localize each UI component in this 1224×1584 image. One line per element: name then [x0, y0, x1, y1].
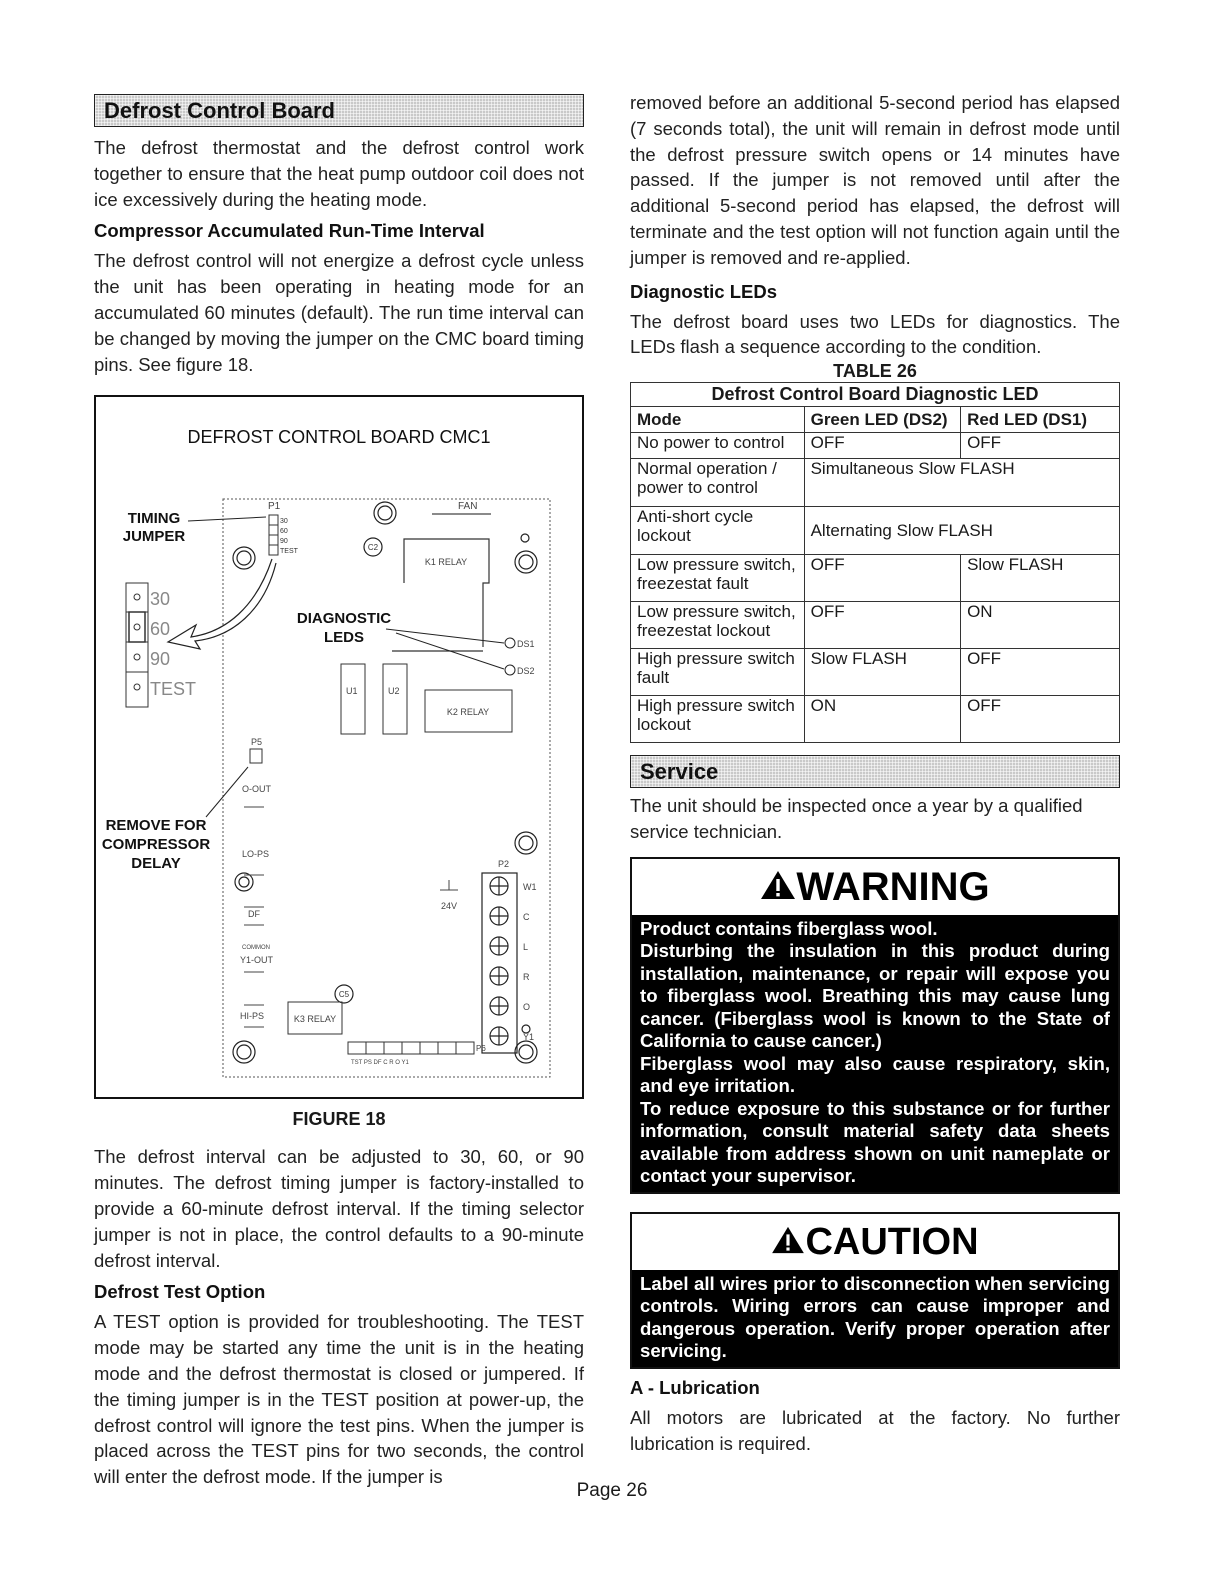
cell-red: ON	[961, 602, 1120, 649]
timing-jumper-inset	[126, 583, 148, 707]
inset-pin-test: TEST	[150, 679, 197, 700]
chip-u1	[341, 664, 365, 734]
label-timing: TIMING	[127, 510, 181, 528]
label-common: COMMON	[242, 945, 270, 952]
board-outline	[223, 499, 550, 1077]
interval-paragraph: The defrost interval can be adjusted to 30, 60, or 90 minutes. The defrost timing jumper is factory-installed to provide a 60-minute defrost interval. If the timing selector jumper is not in place, the control defaults to a 90-minute defrost interval.	[94, 1146, 584, 1271]
warning-line: Product contains fiberglass wool.	[640, 917, 938, 939]
section-header-defrost-control-board	[94, 94, 584, 127]
test-heading: Defrost Test Option	[94, 1281, 266, 1303]
small-pin-30: 30	[280, 518, 288, 526]
caution-box	[630, 1212, 1120, 1369]
cell-red: OFF	[961, 696, 1120, 743]
label-df: DF	[248, 909, 260, 920]
cell-mode: Low pressure switch, freezestat lockout	[631, 602, 805, 649]
runtime-heading: Compressor Accumulated Run-Time Interval	[94, 220, 485, 242]
label-compressor: COMPRESSOR	[101, 836, 211, 854]
label-lo-ps: LO-PS	[242, 849, 270, 860]
lubrication-paragraph: All motors are lubricated at the factory. No further lubrication is required.	[630, 1406, 1120, 1454]
label-p6: P6	[476, 1044, 486, 1054]
figure-caption: FIGURE 18	[292, 1109, 386, 1130]
label-u1: U1	[346, 686, 358, 697]
cell-mode: Normal operation / power to control	[631, 459, 805, 507]
cell-mode: No power to control	[631, 433, 805, 459]
terminal-l: L	[523, 942, 529, 953]
warning-line: Fiberglass wool may also cause respiratory, skin, and eye irritation.	[640, 1052, 1110, 1097]
cell-both: Simultaneous Slow FLASH	[804, 459, 1119, 507]
page-number: Page 26	[576, 1480, 648, 1501]
label-p6-pins: TST PS DF C R O Y1	[351, 1060, 409, 1067]
table-row	[631, 649, 1120, 696]
cell-mode: High pressure switch lockout	[631, 696, 805, 743]
col-mode: Mode	[631, 407, 805, 433]
label-ds1: DS1	[517, 639, 535, 650]
figure-title: DEFROST CONTROL BOARD CMC1	[187, 427, 491, 448]
label-c2: C2	[367, 543, 379, 553]
table-title: Defrost Control Board Diagnostic LED	[631, 383, 1120, 407]
cell-green: Slow FLASH	[804, 649, 960, 696]
label-k2: K2 RELAY	[446, 707, 490, 718]
test-paragraph: A TEST option is provided for troubleshooting. The TEST mode may be started any time the unit is in the heating mode and the defrost thermostat is closed or jumpered. If the timing jumper is in the TEST position at power-up, the defrost control will ignore the test pins. When the jumper is placed across the TEST pins for two seconds, the control will enter the defrost mode. If the jumper is	[94, 1311, 584, 1488]
label-24v: 24V	[441, 901, 458, 912]
lubrication-heading: A - Lubrication	[630, 1376, 760, 1398]
table-row	[631, 459, 1120, 507]
terminal-r: R	[523, 972, 530, 983]
table-row	[631, 696, 1120, 743]
warning-content	[632, 915, 1118, 1192]
label-delay: DELAY	[131, 855, 181, 873]
label-hi-ps: HI-PS	[240, 1011, 265, 1022]
board-diagram	[96, 397, 582, 1097]
service-title: Service	[640, 759, 719, 785]
service-paragraph: The unit should be inspected once a year by a qualified service technician.	[630, 795, 1083, 842]
cell-mode: High pressure switch fault	[631, 649, 805, 696]
table-row	[631, 602, 1120, 649]
label-leds: LEDS	[323, 629, 365, 647]
cell-green: OFF	[804, 555, 960, 602]
right-column	[630, 90, 1120, 1456]
label-c5: C5	[338, 990, 350, 1000]
label-fan: FAN	[458, 501, 478, 513]
label-k1: K1 RELAY	[424, 557, 468, 568]
section-title: Defrost Control Board	[104, 98, 335, 123]
small-pin-test: TEST	[280, 548, 298, 556]
section-header-service	[630, 755, 1120, 788]
warning-line: Disturbing the insulation in this product during installation, maintenance, or repair will expose you to fiberglass wool. Breathing this may cause lung cancer. (Fiberglass wool is known to the State of California to cause cancer.)	[640, 940, 1110, 1052]
label-diagnostic: DIAGNOSTIC	[296, 610, 392, 628]
terminal-w1: W1	[523, 882, 537, 893]
cell-mode: Anti-short cycle lockout	[631, 507, 805, 555]
terminal-c: C	[523, 912, 530, 923]
terminal-block-p2	[482, 873, 517, 1053]
col-green-led: Green LED (DS2)	[804, 407, 960, 433]
warning-heading	[632, 859, 1118, 915]
warning-line: To reduce exposure to this substance or for further information, consult material safety data sheets available from address shown on unit nameplate or contact your supervisor.	[640, 1097, 1110, 1187]
led-paragraph: The defrost board uses two LEDs for diagnostics. The LEDs flash a sequence according to the condition.	[630, 310, 1120, 358]
timing-header-small	[269, 515, 299, 555]
inset-pin-30: 30	[150, 589, 171, 610]
inset-pin-90: 90	[150, 649, 171, 670]
label-o-out: O-OUT	[242, 784, 271, 795]
cell-red: OFF	[961, 433, 1120, 459]
continued-paragraph: removed before an additional 5-second period has elapsed (7 seconds total), the unit will remain in defrost mode until the defrost pressure switch opens or 14 minutes have passed. If the jumper is not removed until after the additional 5-second period has elapsed, the defrost will terminate and the test option will not function again until the jumper is removed and re-applied.	[630, 92, 1120, 268]
warning-title: WARNING	[796, 864, 990, 909]
cell-mode: Low pressure switch, freezestat fault	[631, 555, 805, 602]
caution-text: Label all wires prior to disconnection when servicing controls. Wiring errors can cause improper and dangerous operation. Verify proper operation after servicing.	[640, 1272, 1110, 1362]
label-y1-out: Y1-OUT	[240, 955, 274, 966]
k1-relay	[404, 539, 489, 647]
label-p1: P1	[268, 501, 281, 513]
terminal-y1: Y1	[523, 1032, 535, 1043]
led-heading: Diagnostic LEDs	[630, 280, 777, 302]
callout-arrow	[168, 559, 276, 649]
label-p2: P2	[498, 859, 510, 870]
label-jumper: JUMPER	[122, 528, 186, 546]
warning-triangle-icon	[760, 870, 796, 900]
cell-green: ON	[804, 696, 960, 743]
caution-title: CAUTION	[805, 1220, 979, 1263]
table-row	[631, 433, 1120, 459]
label-k3: K3 RELAY	[293, 1014, 337, 1025]
p6-connector	[348, 1042, 474, 1054]
left-column	[94, 88, 584, 1490]
figure-18	[94, 395, 584, 1099]
label-ds2: DS2	[517, 666, 535, 677]
small-pin-90: 90	[280, 538, 288, 546]
cell-both: Alternating Slow FLASH	[804, 507, 1119, 555]
cell-red: OFF	[961, 649, 1120, 696]
chip-u2	[383, 664, 407, 734]
label-p5: P5	[251, 737, 263, 748]
runtime-paragraph: The defrost control will not energize a defrost cycle unless the unit has been operating in heating mode for an accumulated 60 minutes (default). The run time interval can be changed by moving the jumper on the CMC board timing pins. See figure 18.	[94, 250, 584, 375]
table-row	[631, 555, 1120, 602]
mounting-holes	[233, 502, 537, 1063]
table-label: TABLE 26	[833, 361, 917, 382]
cell-green: OFF	[804, 602, 960, 649]
label-u2: U2	[388, 686, 400, 697]
terminal-o: O	[523, 1002, 531, 1013]
caution-triangle-icon	[771, 1226, 805, 1254]
label-remove-for: REMOVE FOR	[105, 817, 207, 835]
warning-box	[630, 857, 1120, 1194]
table-row	[631, 507, 1120, 555]
diagnostic-led-table	[630, 382, 1120, 743]
cell-red: Slow FLASH	[961, 555, 1120, 602]
inset-pin-60: 60	[150, 619, 171, 640]
col-red-led: Red LED (DS1)	[961, 407, 1120, 433]
small-pin-60: 60	[280, 528, 288, 536]
caution-content	[632, 1270, 1118, 1367]
caution-heading	[632, 1214, 1118, 1270]
intro-paragraph: The defrost thermostat and the defrost control work together to ensure that the heat pump outdoor coil does not ice excessively during the heating mode.	[94, 137, 584, 210]
cell-green: OFF	[804, 433, 960, 459]
